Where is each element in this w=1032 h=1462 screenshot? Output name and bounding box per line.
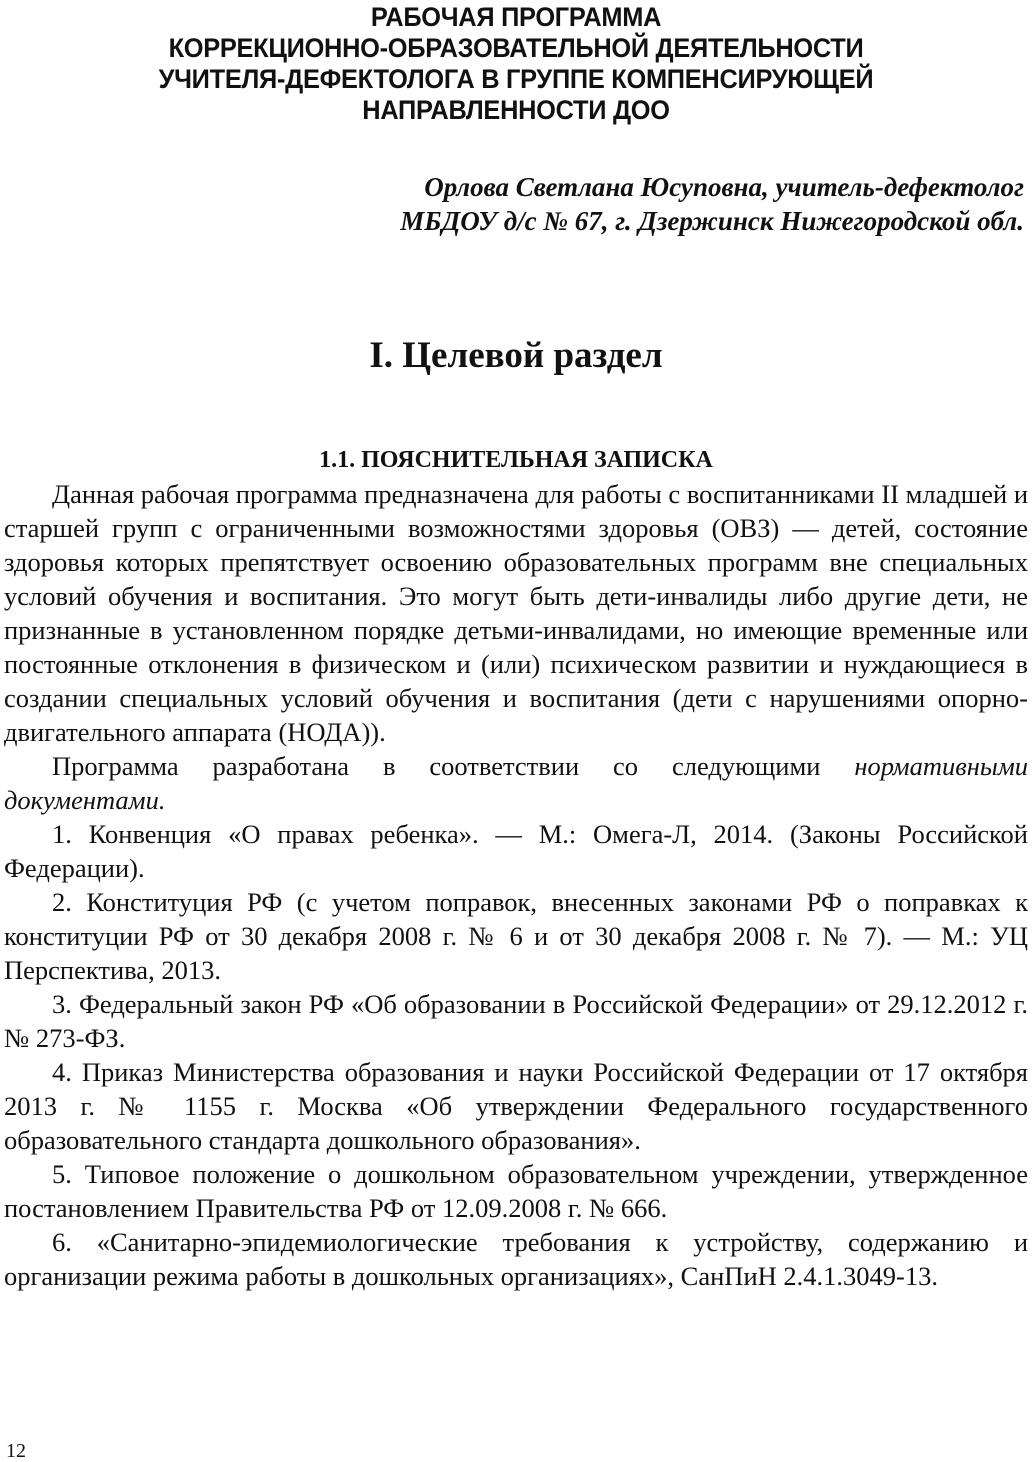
body-paragraph: Данная рабочая программа предназначена для работы с воспитанниками II младшей и старшей групп с ограниченными возможностями здоровья (ОВЗ) — детей, состояние здоровья которых препятствует освоению образовательных программ вне специальных условий обучения и воспитания. Это могут быть дети-инвалиды либо другие дети, не признанные в установленном порядке детьми-инвалидами, но имеющие временные или постоянные отклонения в физическом и (или) психическом развитии и нуждающиеся в создании специальных условий обучения и воспитания (дети с нарушениями опорно-двигательного аппарата (НОДА)). [4, 479, 1028, 747]
body-paragraph [4, 749, 1028, 817]
emphasized-text: нормативными документами. [4, 751, 1028, 815]
document-title [35, 0, 998, 126]
list-item: 3. Федеральный закон РФ «Об образовании в Российской Федерации» от 29.12.2012 г. № 273-ФЗ. [4, 989, 1028, 1053]
list-item: 4. Приказ Министерства образования и науки Российской Федерации от 17 октября 2013 г. № 1155 г. Москва «Об утверждении Федерального государственного образовательного стандарта дошкольного образования». [4, 1057, 1028, 1155]
author-affiliation-line: МБДОУ д/с № 67, г. Дзержинск Нижегородской обл. [400, 206, 1024, 236]
list-item: 6. «Санитарно-эпидемиологические требования к устройству, содержанию и организации режима работы в дошкольных организациях», СанПиН 2.4.1.3049-13. [4, 1227, 1028, 1291]
list-item: 5. Типовое положение о дошкольном образовательном учреждении, утвержденное постановлением Правительства РФ от 12.09.2008 г. № 666. [4, 1159, 1028, 1223]
list-item: 2. Конституция РФ (с учетом поправок, внесенных законами РФ о поправках к конституции РФ от 30 декабря 2008 г. № 6 и от 30 декабря 2008 г. № 7). — М.: УЦ Перспектива, 2013. [4, 887, 1028, 985]
normative-documents-list [4, 817, 1028, 1293]
subsection-heading: 1.1. ПОЯСНИТЕЛЬНАЯ ЗАПИСКА [319, 447, 713, 473]
title-line: НАПРАВЛЕННОСТИ ДОО [362, 95, 670, 125]
title-line: УЧИТЕЛЯ-ДЕФЕКТОЛОГА В ГРУППЕ КОМПЕНСИРУЮЩЕЙ [158, 64, 874, 94]
page-number: 12 [6, 1440, 26, 1462]
title-line: КОРРЕКЦИОННО-ОБРАЗОВАТЕЛЬНОЙ ДЕЯТЕЛЬНОСТИ [168, 33, 864, 63]
author-block [4, 170, 1028, 238]
title-line: РАБОЧАЯ ПРОГРАММА [370, 2, 662, 32]
document-page [4, 0, 1028, 1462]
paragraph-text: Программа разработана в соответствии со следующими [52, 751, 855, 781]
section-heading: I. Целевой раздел [369, 335, 663, 376]
list-item: 1. Конвенция «О правах ребенка». — М.: Омега-Л, 2014. (Законы Российской Федерации). [4, 819, 1028, 883]
author-name-line: Орлова Светлана Юсуповна, учитель-дефектолог [424, 172, 1024, 202]
